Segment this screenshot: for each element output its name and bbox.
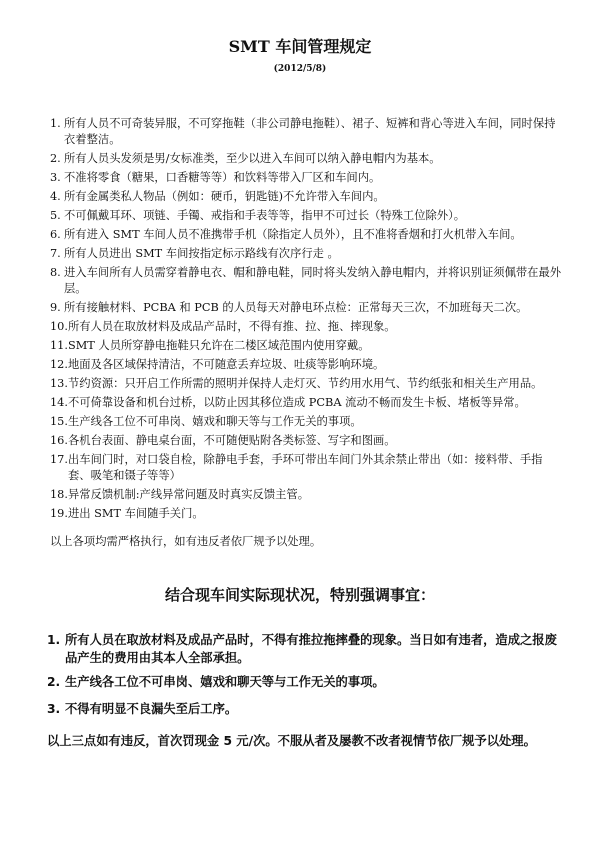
rule-number: 18. <box>50 488 68 501</box>
rule-text: 进入车间所有人员需穿着静电衣、帽和静电鞋，同时将头发纳入静电帽内，并将识别证须佩带在最外层。 <box>64 266 562 295</box>
rule-number: 19. <box>50 507 68 520</box>
rule-text: 各机台表面、静电桌台面，不可随便贴附各类标签、写字和图画。 <box>67 434 396 447</box>
rule-number: 13. <box>50 377 68 390</box>
document-date: (2012/5/8) <box>273 64 327 74</box>
emphasis-item <box>47 673 567 691</box>
rule-item <box>50 300 565 316</box>
rule-number: 15. <box>50 415 68 428</box>
rule-text: 所有接触材料、PCBA 和 PCB 的人员每天对静电环点检：正常每天三次，不加班每天二次。 <box>64 301 528 314</box>
rule-number: 16. <box>50 434 68 447</box>
emphasis-number: 2. <box>47 675 61 689</box>
rule-number: 4. <box>50 190 61 203</box>
rule-text: 所有人员在取放材料及成品产品时，不得有推、拉、拖、摔现象。 <box>67 320 396 333</box>
emphasis-item <box>47 631 567 667</box>
rule-number: 2. <box>50 152 61 165</box>
rule-text: 地面及各区域保持清洁，不可随意丢弃垃圾、吐痰等影响环境。 <box>67 358 385 371</box>
rule-item <box>50 487 565 503</box>
rule-text: 不准将零食（糖果，口香糖等等）和饮料等带入厂区和车间内。 <box>64 171 381 184</box>
emphasis-list <box>47 631 567 724</box>
rule-text: 所有人员头发须是男/女标准类，至少以进入车间可以纳入静电帽内为基本。 <box>64 152 441 165</box>
rule-item <box>50 433 565 449</box>
rule-item <box>50 208 565 224</box>
emphasis-text: 生产线各工位不可串岗、嬉戏和聊天等与工作无关的事项。 <box>65 675 385 689</box>
rule-item <box>50 357 565 373</box>
rule-number: 8. <box>50 266 61 279</box>
rule-number: 10. <box>50 320 68 333</box>
rule-text: 所有进入 SMT 车间人员不准携带手机（除指定人员外），且不准将香烟和打火机带入车间。 <box>64 228 522 241</box>
rule-number: 12. <box>50 358 68 371</box>
rule-number: 7. <box>50 247 61 260</box>
rule-item <box>50 227 565 243</box>
rule-item <box>50 151 565 167</box>
rule-text: 所有人员不可奇装异服，不可穿拖鞋（非公司静电拖鞋）、裙子、短裤和背心等进入车间，同时保持衣着整洁。 <box>64 117 556 146</box>
rule-item <box>50 189 565 205</box>
rule-text: 出车间门时，对口袋自检，除静电手套，手环可带出车间门外其余禁止带出（如：接料带、手指套、吸笔和镊子等等） <box>67 453 543 482</box>
rule-item <box>50 452 565 484</box>
emphasis-number: 1. <box>47 633 61 647</box>
rule-number: 5. <box>50 209 61 222</box>
rule-number: 14. <box>50 396 68 409</box>
rule-text: SMT 人员所穿静电拖鞋只允许在二楼区域范围内使用穿戴。 <box>67 339 370 352</box>
emphasis-item <box>47 700 567 718</box>
rule-text: 节约资源：只开启工作所需的照明并保持人走灯灭、节约用水用气、节约纸张和相关生产用品。 <box>67 377 543 390</box>
rule-text: 不可佩戴耳环、项链、手镯、戒指和手表等等，指甲不可过长（特殊工位除外）。 <box>64 209 466 222</box>
rule-number: 17. <box>50 453 68 466</box>
document-title: SMT 车间管理规定 <box>228 37 372 56</box>
rule-text: 进出 SMT 车间随手关门。 <box>67 507 204 520</box>
closing-statement: 以上各项均需严格执行，如有违反者依厂规予以处理。 <box>50 535 322 548</box>
rule-number: 6. <box>50 228 61 241</box>
rule-number: 11. <box>50 339 68 352</box>
rule-item <box>50 376 565 392</box>
rule-text: 不可倚靠设备和机台过桥，以防止因其移位造成 PCBA 流动不畅而发生卡板、堵板等异常。 <box>67 396 526 409</box>
rule-text: 所有人员进出 SMT 车间按指定标示路线有次序行走 。 <box>64 247 339 260</box>
rule-item <box>50 506 565 522</box>
rule-number: 1. <box>50 117 61 130</box>
penalty-statement: 以上三点如有违反，首次罚现金 5 元/次。不服从者及屡教不改者视情节依厂规予以处理。 <box>47 734 536 748</box>
rule-item <box>50 338 565 354</box>
rule-item <box>50 319 565 335</box>
rule-text: 生产线各工位不可串岗、嬉戏和聊天等与工作无关的事项。 <box>67 415 362 428</box>
rule-number: 3. <box>50 171 61 184</box>
rule-item <box>50 246 565 262</box>
rule-number: 9. <box>50 301 61 314</box>
rule-item <box>50 116 565 148</box>
emphasis-text: 不得有明显不良漏失至后工序。 <box>65 702 238 716</box>
rule-item <box>50 395 565 411</box>
rule-item <box>50 265 565 297</box>
rule-item <box>50 170 565 186</box>
rule-text: 所有金属类私人物品（例如：硬币，钥匙链)不允许带入车间内。 <box>64 190 385 203</box>
emphasis-text: 所有人员在取放材料及成品产品时，不得有推拉拖摔叠的现象。当日如有违者，造成之报废品产生的费用由其本人全部承担。 <box>65 633 557 665</box>
emphasis-number: 3. <box>47 702 61 716</box>
rules-list <box>50 116 565 525</box>
rule-text: 异常反馈机制:产线异常问题及时真实反馈主管。 <box>67 488 310 501</box>
rule-item <box>50 414 565 430</box>
emphasis-heading: 结合现车间实际现状况，特别强调事宜： <box>164 586 435 604</box>
